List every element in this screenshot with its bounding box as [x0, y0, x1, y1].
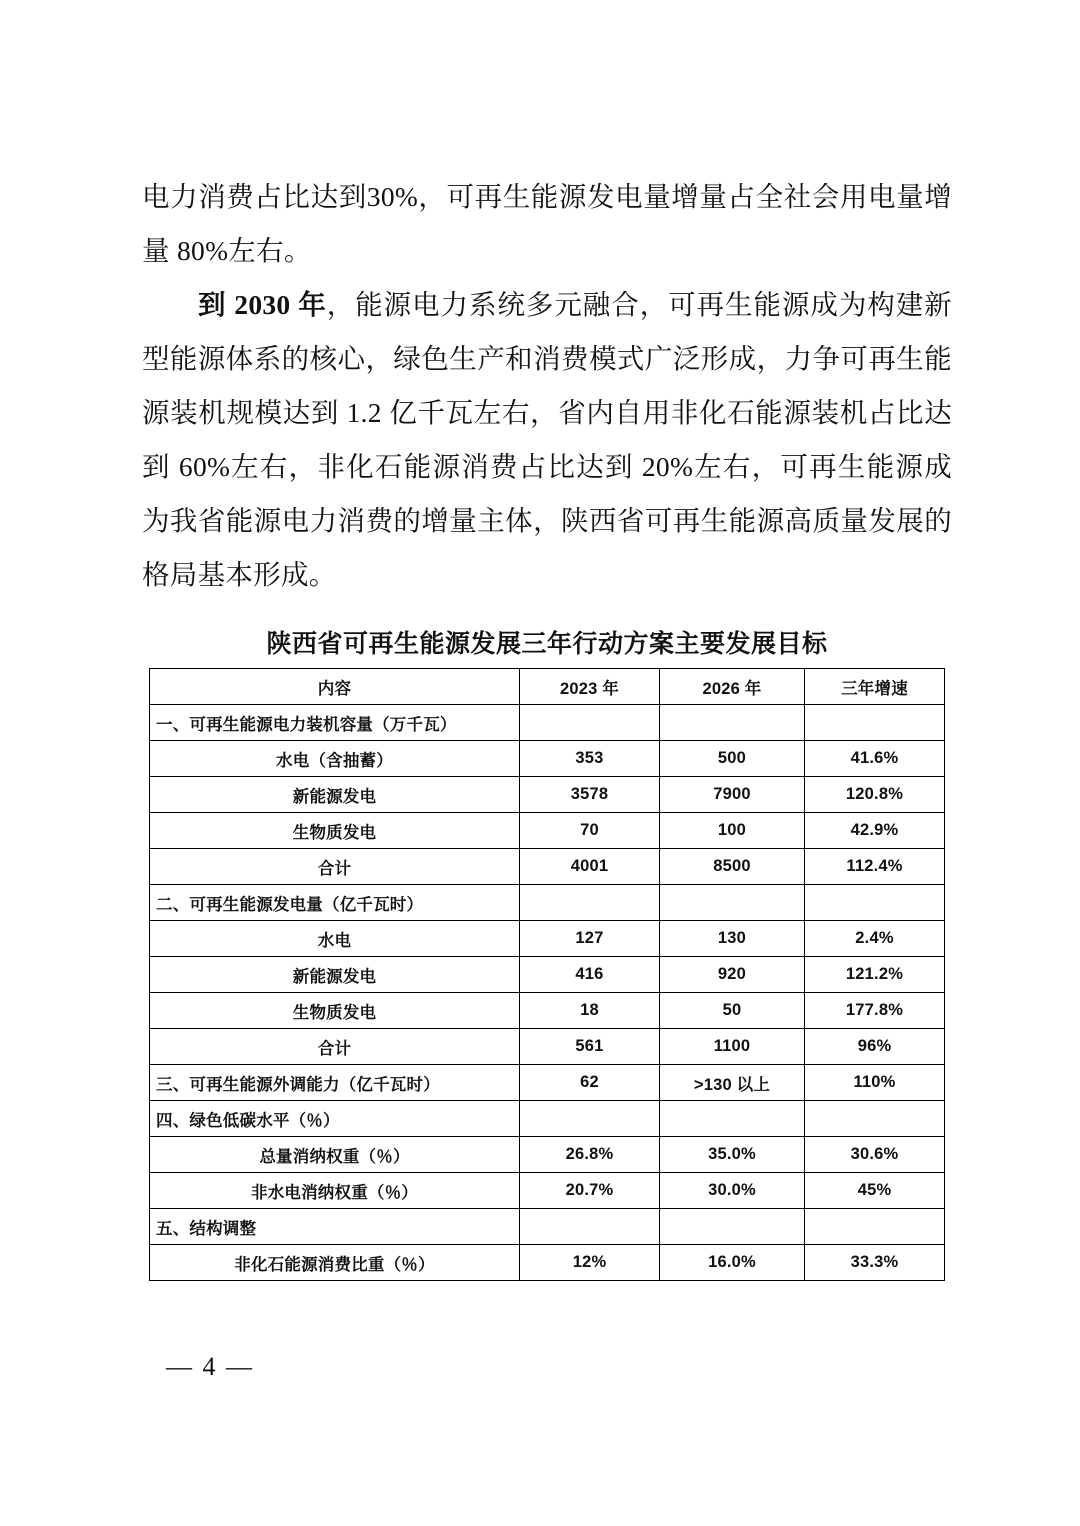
table-cell: 33.3% [805, 1245, 945, 1281]
table-cell: 127 [520, 921, 660, 957]
table-cell: 41.6% [805, 741, 945, 777]
table-cell: 7900 [660, 777, 805, 813]
table-cell: 二、可再生能源发电量（亿千瓦时） [150, 885, 520, 921]
table-row [150, 1209, 945, 1245]
table-row [150, 705, 945, 741]
table-cell: 五、结构调整 [150, 1209, 520, 1245]
paragraph-1 [142, 170, 952, 278]
table-cell: 120.8% [805, 777, 945, 813]
table-cell: 18 [520, 993, 660, 1029]
table-cell: 30.0% [660, 1173, 805, 1209]
table-cell: 4001 [520, 849, 660, 885]
table-cell [660, 885, 805, 921]
table-cell: 20.7% [520, 1173, 660, 1209]
table-header-cell: 2026 年 [660, 669, 805, 705]
table-cell: 非化石能源消费比重（％） [150, 1245, 520, 1281]
table-cell [805, 705, 945, 741]
paragraph-1-text: 电力消费占比达到30%，可再生能源发电量增量占全社会用电量增量 80%左右。 [142, 181, 952, 266]
table-cell: 总量消纳权重（％） [150, 1137, 520, 1173]
table-cell: 353 [520, 741, 660, 777]
table-cell: 水电（含抽蓄） [150, 741, 520, 777]
table-cell: 26.8% [520, 1137, 660, 1173]
table-cell: 8500 [660, 849, 805, 885]
table-cell [520, 1209, 660, 1245]
table-cell: 50 [660, 993, 805, 1029]
table-cell: 45% [805, 1173, 945, 1209]
table-header-row [150, 669, 945, 705]
table-cell: 62 [520, 1065, 660, 1101]
table-cell: 非水电消纳权重（％） [150, 1173, 520, 1209]
table-cell: 100 [660, 813, 805, 849]
table-cell [660, 705, 805, 741]
table-row [150, 741, 945, 777]
paragraph-2 [142, 278, 952, 602]
table-row [150, 921, 945, 957]
table-cell [805, 1209, 945, 1245]
table-row [150, 813, 945, 849]
table-cell [520, 885, 660, 921]
table-header-cell: 内容 [150, 669, 520, 705]
table-row [150, 1137, 945, 1173]
table-cell: 920 [660, 957, 805, 993]
paragraph-2-text: ，能源电力系统多元融合，可再生能源成为构建新型能源体系的核心，绿色生产和消费模式广泛形成，力争可再生能源装机规模达到 1.2 亿千瓦左右，省内自用非化石能源装机占比达到 60%左右，非化石能源消费占比达到 20%左右，可再生能源成为我省能源电力消费的增量主体，陕西省可再生能源高质量发展的格局基本形成。 [142, 289, 952, 590]
table-cell: 水电 [150, 921, 520, 957]
page-number: — 4 — [166, 1352, 254, 1381]
table-cell: 112.4% [805, 849, 945, 885]
table-cell: 500 [660, 741, 805, 777]
table-row [150, 849, 945, 885]
table-cell: 合计 [150, 849, 520, 885]
table-cell: 30.6% [805, 1137, 945, 1173]
table-row [150, 993, 945, 1029]
table-cell: 35.0% [660, 1137, 805, 1173]
table-cell [805, 1101, 945, 1137]
table-row [150, 1029, 945, 1065]
paragraph-2-lead: 到 2030 年 [198, 289, 327, 320]
table-cell: 一、可再生能源电力装机容量（万千瓦） [150, 705, 520, 741]
table-cell: 3578 [520, 777, 660, 813]
table-title: 陕西省可再生能源发展三年行动方案主要发展目标 [266, 630, 828, 658]
table-cell: 561 [520, 1029, 660, 1065]
table-cell: 16.0% [660, 1245, 805, 1281]
table-header-cell: 2023 年 [520, 669, 660, 705]
table-cell: 96% [805, 1029, 945, 1065]
table-cell: 生物质发电 [150, 993, 520, 1029]
table-cell: 42.9% [805, 813, 945, 849]
table-row [150, 1173, 945, 1209]
table-cell: 177.8% [805, 993, 945, 1029]
table-row [150, 1065, 945, 1101]
table-row [150, 957, 945, 993]
table-cell: 416 [520, 957, 660, 993]
table-cell: 1100 [660, 1029, 805, 1065]
table-cell [660, 1209, 805, 1245]
table-row [150, 1245, 945, 1281]
table-cell [520, 705, 660, 741]
table-cell: 生物质发电 [150, 813, 520, 849]
table-cell: 三、可再生能源外调能力（亿千瓦时） [150, 1065, 520, 1101]
table-cell: >130 以上 [660, 1065, 805, 1101]
development-goals-table [149, 668, 945, 1281]
table-cell: 130 [660, 921, 805, 957]
table-cell: 2.4% [805, 921, 945, 957]
table-cell: 合计 [150, 1029, 520, 1065]
table-header-cell: 三年增速 [805, 669, 945, 705]
table-row [150, 885, 945, 921]
table-row [150, 777, 945, 813]
table-cell: 12% [520, 1245, 660, 1281]
table-cell [805, 885, 945, 921]
table-cell [520, 1101, 660, 1137]
table-cell: 110% [805, 1065, 945, 1101]
table-cell: 四、绿色低碳水平（％） [150, 1101, 520, 1137]
table-cell: 新能源发电 [150, 777, 520, 813]
table-cell [660, 1101, 805, 1137]
table-row [150, 1101, 945, 1137]
table-cell: 新能源发电 [150, 957, 520, 993]
table-cell: 121.2% [805, 957, 945, 993]
table-cell: 70 [520, 813, 660, 849]
